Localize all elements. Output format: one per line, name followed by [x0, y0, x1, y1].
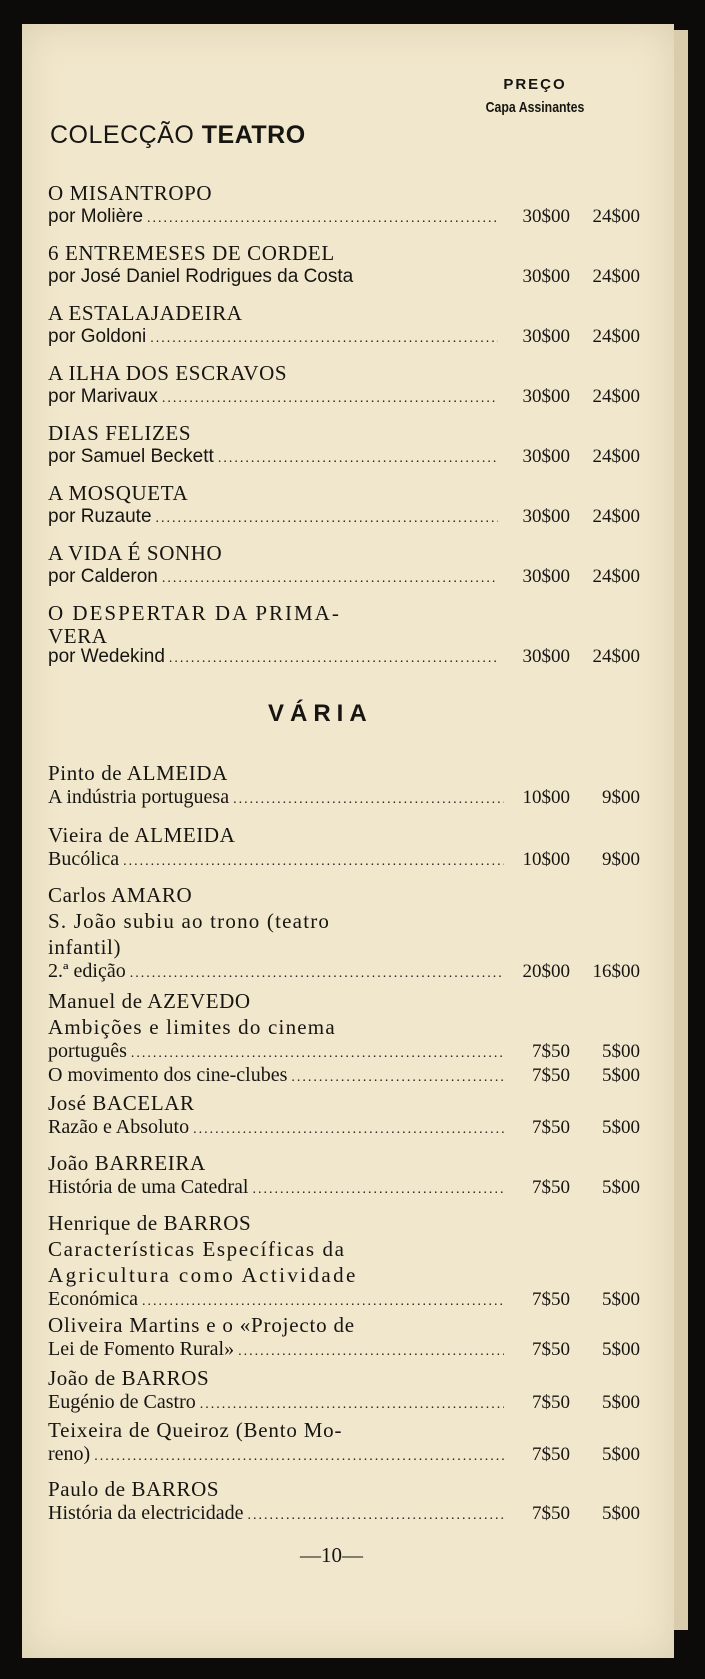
price-capa: 30$00 — [522, 506, 570, 527]
price-capa: 30$00 — [522, 566, 570, 587]
varia-entry — [48, 988, 640, 1088]
work-title: português — [48, 1040, 127, 1062]
work-title: infantil) — [48, 935, 122, 959]
leader-dots — [142, 1294, 504, 1310]
work-title: S. João subiu ao trono (teatro — [48, 909, 331, 933]
work-title: A indústria portuguesa — [48, 786, 230, 808]
price-assinantes: 9$00 — [602, 849, 640, 870]
varia-entry — [48, 1476, 640, 1528]
work-title: Razão e Absoluto — [48, 1116, 190, 1138]
page-number: —10— — [300, 1543, 363, 1567]
price-capa: 7$50 — [532, 1339, 570, 1360]
price-assinantes: 24$00 — [592, 646, 640, 667]
teatro-entry — [48, 300, 640, 352]
teatro-entry — [48, 540, 640, 592]
entry-title: A MOSQUETA — [48, 481, 189, 505]
price-assinantes: 5$00 — [602, 1177, 640, 1198]
price-assinantes: 24$00 — [592, 386, 640, 407]
leader-dots — [94, 1449, 504, 1465]
work-title: Lei de Fomento Rural» — [48, 1338, 235, 1360]
price-assinantes: 5$00 — [602, 1041, 640, 1062]
price-assinantes: 5$00 — [602, 1289, 640, 1310]
price-capa: 7$50 — [532, 1392, 570, 1413]
work-title: O movimento dos cine-clubes — [48, 1064, 288, 1086]
entry-author: Paulo de BARROS — [48, 1477, 220, 1501]
price-capa: 10$00 — [522, 787, 570, 808]
price-assinantes: 24$00 — [592, 566, 640, 587]
work-title: Eugénio de Castro — [48, 1391, 196, 1413]
leader-dots — [291, 1070, 504, 1086]
price-capa: 30$00 — [522, 646, 570, 667]
varia-entry — [48, 882, 640, 986]
varia-entry — [48, 822, 640, 874]
price-capa: 7$50 — [532, 1289, 570, 1310]
work-title: Ambições e limites do cinema — [48, 1015, 336, 1039]
leader-dots — [253, 1182, 505, 1198]
price-assinantes: 9$00 — [602, 787, 640, 808]
price-assinantes: 5$00 — [602, 1444, 640, 1465]
price-header-subtitle: Capa Assinantes — [485, 99, 585, 116]
entry-author: José BACELAR — [48, 1091, 195, 1115]
entry-author: Vieira de ALMEIDA — [48, 823, 236, 847]
teatro-entry — [48, 420, 640, 472]
entry-author: por Marivaux — [48, 386, 158, 407]
work-title: Agricultura como Actividade — [48, 1263, 358, 1287]
leader-dots — [238, 1344, 504, 1360]
work-title: Teixeira de Queiroz (Bento Mo- — [48, 1418, 343, 1442]
price-assinantes: 5$00 — [602, 1117, 640, 1138]
entry-author: por Ruzaute — [48, 506, 152, 527]
entry-title: DIAS FELIZES — [48, 421, 192, 445]
leader-dots — [123, 854, 504, 870]
varia-entry — [48, 1365, 640, 1469]
varia-entry — [48, 1210, 640, 1364]
price-capa: 7$50 — [532, 1117, 570, 1138]
teatro-entry — [48, 600, 640, 672]
work-title: 2.ª edição — [48, 960, 126, 982]
entry-author: por Molière — [48, 206, 144, 227]
price-capa: 30$00 — [522, 446, 570, 467]
entry-author: Manuel de AZEVEDO — [48, 989, 251, 1013]
price-assinantes: 24$00 — [592, 206, 640, 227]
price-capa: 30$00 — [522, 206, 570, 227]
leader-dots — [162, 571, 498, 587]
price-assinantes: 16$00 — [592, 961, 640, 982]
price-assinantes: 5$00 — [602, 1339, 640, 1360]
price-capa: 7$50 — [532, 1503, 570, 1524]
price-capa: 30$00 — [522, 326, 570, 347]
teatro-entry — [48, 360, 640, 412]
entry-author: Carlos AMARO — [48, 883, 193, 907]
price-capa: 30$00 — [522, 266, 570, 287]
work-title: reno) — [48, 1443, 91, 1465]
price-assinantes: 24$00 — [592, 446, 640, 467]
teatro-entry — [48, 480, 640, 532]
entry-author: por Samuel Beckett — [48, 446, 214, 467]
entry-author: João BARREIRA — [48, 1151, 206, 1175]
price-assinantes: 24$00 — [592, 506, 640, 527]
work-title: História da electricidade — [48, 1502, 244, 1524]
work-title: Características Específicas da — [48, 1237, 346, 1261]
price-header-title: PREÇO — [503, 76, 567, 93]
section-title-teatro — [50, 121, 306, 150]
section-title-regular: COLECÇÃO — [50, 121, 195, 149]
entry-author: Pinto de ALMEIDA — [48, 761, 228, 785]
price-capa: 7$50 — [532, 1041, 570, 1062]
price-capa: 7$50 — [532, 1444, 570, 1465]
leader-dots — [247, 1508, 504, 1524]
leader-dots — [130, 966, 504, 982]
leader-dots — [233, 792, 504, 808]
entry-author: Henrique de BARROS — [48, 1211, 252, 1235]
price-assinantes: 24$00 — [592, 326, 640, 347]
leader-dots — [200, 1397, 504, 1413]
entry-author: por Goldoni — [48, 326, 147, 347]
price-capa: 30$00 — [522, 386, 570, 407]
varia-entry — [48, 1090, 640, 1142]
price-capa: 7$50 — [532, 1177, 570, 1198]
entry-author: por José Daniel Rodrigues da Costa — [48, 266, 354, 287]
work-title: Oliveira Martins e o «Projecto de — [48, 1313, 355, 1337]
varia-entry — [48, 760, 640, 812]
entry-title: A ESTALAJADEIRA — [48, 301, 243, 325]
entry-title: A VIDA É SONHO — [48, 541, 223, 565]
entry-title: 6 ENTREMESES DE CORDEL — [48, 241, 335, 265]
entry-author: por Calderon — [48, 566, 158, 587]
price-assinantes: 5$00 — [602, 1065, 640, 1086]
price-capa: 20$00 — [522, 961, 570, 982]
work-title: Bucólica — [48, 848, 120, 870]
entry-title: VERA — [48, 624, 108, 648]
entry-author: João de BARROS — [48, 1366, 210, 1390]
entry-title: A ILHA DOS ESCRAVOS — [48, 361, 288, 385]
leader-dots — [162, 391, 498, 407]
leader-dots — [150, 331, 498, 347]
teatro-entry — [48, 180, 640, 232]
varia-entry — [48, 1150, 640, 1202]
page-edge — [674, 30, 688, 1630]
entry-title: O MISANTROPO — [48, 181, 213, 205]
leader-dots — [193, 1122, 504, 1138]
price-assinantes: 24$00 — [592, 266, 640, 287]
work-title: Económica — [48, 1288, 138, 1310]
price-capa: 10$00 — [522, 849, 570, 870]
section-title-bold: TEATRO — [201, 121, 306, 149]
section-title-varia: VÁRIA — [268, 700, 373, 727]
leader-dots — [169, 651, 498, 667]
entry-title: O DESPERTAR DA PRIMA- — [48, 601, 341, 625]
price-header — [473, 76, 597, 116]
price-assinantes: 5$00 — [602, 1503, 640, 1524]
teatro-entry — [48, 240, 640, 292]
work-title: História de uma Catedral — [48, 1176, 249, 1198]
entry-author: por Wedekind — [48, 646, 165, 667]
leader-dots — [147, 211, 498, 227]
price-capa: 7$50 — [532, 1065, 570, 1086]
leader-dots — [156, 511, 498, 527]
leader-dots — [218, 451, 498, 467]
price-assinantes: 5$00 — [602, 1392, 640, 1413]
leader-dots — [131, 1046, 504, 1062]
